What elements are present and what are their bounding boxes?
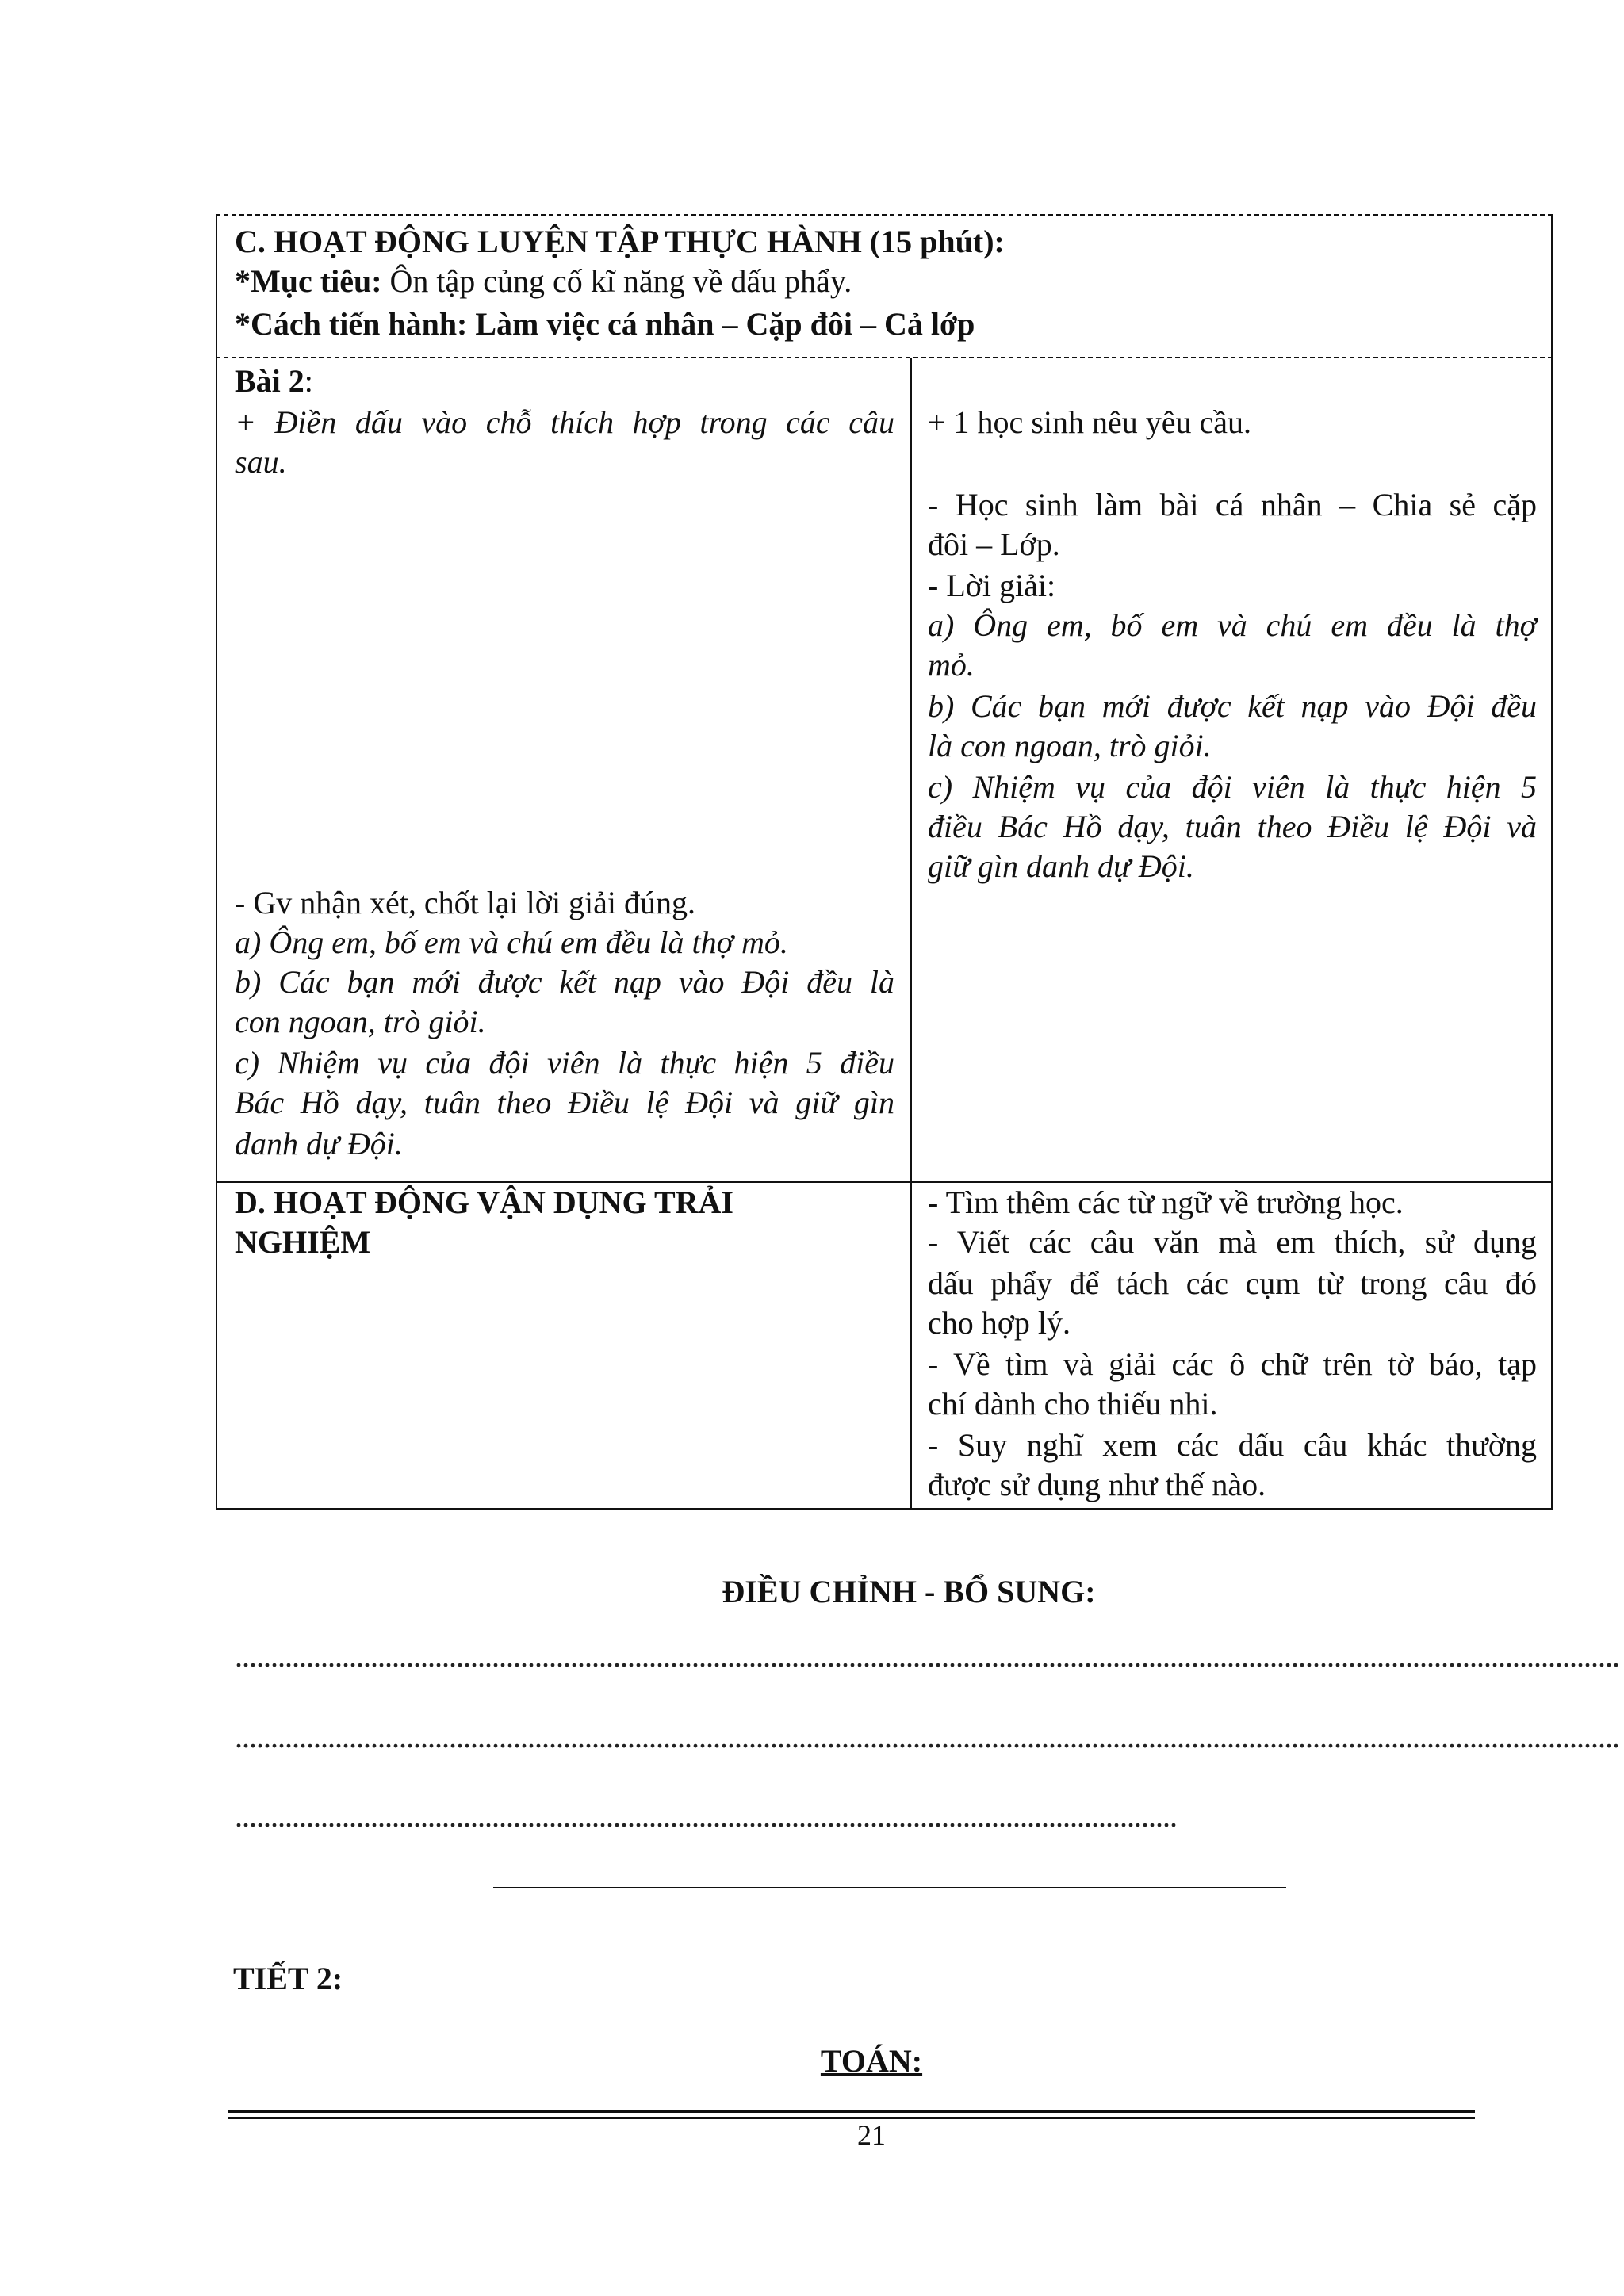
- section-c-title: C. HOẠT ĐỘNG LUYỆN TẬP THỰC HÀNH (15 phút):: [235, 224, 1005, 259]
- teacher-feedback: - Gv nhận xét, chốt lại lời giải đúng.: [235, 885, 696, 920]
- subject-title: TOÁN:: [820, 2043, 923, 2079]
- activity-line: - Tìm thêm các từ ngữ về trường học.: [928, 1184, 1404, 1220]
- section-d-title: D. HOẠT ĐỘNG VẬN DỤNG TRẢI: [235, 1184, 733, 1220]
- footer-rule: [228, 2110, 1475, 2113]
- bai2-title: Bài 2:: [235, 363, 313, 399]
- student-line: b) Các bạn mới được kết nạp vào Đội đều: [928, 688, 1537, 724]
- answer-line: danh dự Đội.: [235, 1126, 403, 1161]
- objective-label: *Mục tiêu:: [235, 263, 382, 299]
- section-c-objective: [235, 262, 1535, 301]
- activity-line: chí dành cho thiếu nhi.: [928, 1386, 1218, 1422]
- student-line: c) Nhiệm vụ của đội viên là thực hiện 5: [928, 769, 1537, 805]
- bai2-task-line: + Điền dấu vào chỗ thích hợp trong các câu: [235, 404, 894, 440]
- bai2-task-line: sau.: [235, 444, 287, 480]
- student-line: đôi – Lớp.: [928, 526, 1060, 562]
- bai2-teacher-cell: [217, 358, 912, 1181]
- student-line: là con ngoan, trò giỏi.: [928, 728, 1212, 763]
- dotted-line: ....................................................................................................................................: [235, 1798, 1177, 1834]
- objective-text: Ôn tập củng cố kĩ năng về dấu phẩy.: [381, 263, 852, 299]
- tiet-label: TIẾT 2:: [233, 1961, 343, 1996]
- section-d-content-cell: [912, 1183, 1551, 1508]
- student-line: - Học sinh làm bài cá nhân – Chia sẻ cặp: [928, 487, 1537, 522]
- section-c-row: [216, 214, 1553, 358]
- answer-line: b) Các bạn mới được kết nạp vào Đội đều là: [235, 964, 894, 1000]
- section-d-row: [216, 1183, 1553, 1510]
- dotted-line: ..................................................................................................................................................................................................: [235, 1638, 1619, 1674]
- answer-line: a) Ông em, bố em và chú em đều là thợ mỏ.: [235, 924, 788, 960]
- dotted-line: ..................................................................................................................................................................................................: [235, 1719, 1619, 1755]
- activity-line: - Về tìm và giải các ô chữ trên tờ báo, tạp: [928, 1346, 1537, 1382]
- answer-line: con ngoan, trò giỏi.: [235, 1004, 486, 1039]
- activity-line: - Viết các câu văn mà em thích, sử dụng: [928, 1224, 1537, 1260]
- activity-line: cho hợp lý.: [928, 1305, 1071, 1341]
- separator-rule: [493, 1887, 1286, 1888]
- bai2-student-cell: [912, 358, 1551, 1181]
- bai2-row: [216, 358, 1553, 1183]
- section-d-title-cell: [217, 1183, 912, 1508]
- answer-line: Bác Hồ dạy, tuân theo Điều lệ Đội và giữ gìn: [235, 1085, 894, 1120]
- student-line: mỏ.: [928, 647, 975, 683]
- activity-line: - Suy nghĩ xem các dấu câu khác thường: [928, 1427, 1537, 1463]
- activity-line: được sử dụng như thế nào.: [928, 1467, 1266, 1502]
- lesson-table: [216, 214, 1553, 1510]
- adjustment-heading: ĐIỀU CHỈNH - BỔ SUNG:: [722, 1574, 1096, 1609]
- student-line: giữ gìn danh dự Đội.: [928, 848, 1194, 884]
- activity-line: dấu phẩy để tách các cụm từ trong câu đó: [928, 1265, 1537, 1301]
- student-line: - Lời giải:: [928, 568, 1056, 603]
- student-line: điều Bác Hồ dạy, tuân theo Điều lệ Đội và: [928, 809, 1537, 844]
- student-line: a) Ông em, bố em và chú em đều là thợ: [928, 607, 1537, 643]
- answer-line: c) Nhiệm vụ của đội viên là thực hiện 5 điều: [235, 1045, 894, 1081]
- student-line: + 1 học sinh nêu yêu cầu.: [928, 404, 1252, 440]
- page-number: 21: [857, 2119, 886, 2151]
- section-c-method: *Cách tiến hành: Làm việc cá nhân – Cặp đôi – Cả lớp: [235, 306, 975, 342]
- section-d-title: NGHIỆM: [235, 1224, 371, 1260]
